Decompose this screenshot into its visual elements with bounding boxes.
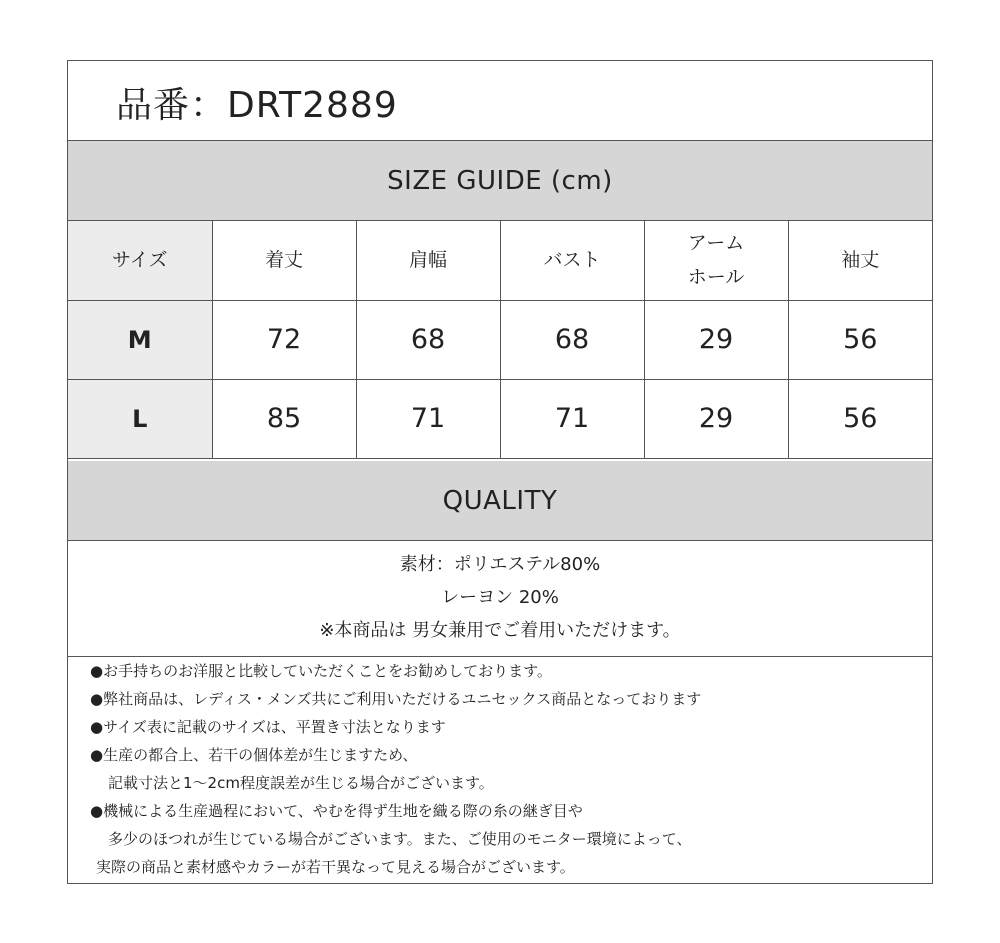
size-guide-heading: SIZE GUIDE (cm) xyxy=(68,141,932,221)
note-item: ●サイズ表に記載のサイズは、平置き寸法となります xyxy=(90,718,446,736)
header-length: 着丈 xyxy=(212,221,356,300)
table-row xyxy=(68,300,932,379)
size-m-label: M xyxy=(68,300,212,379)
note-item: ●弊社商品は、レディス・メンズ共にご利用いただけるユニセックス商品となっております xyxy=(90,690,702,708)
header-bust: バスト xyxy=(500,221,644,300)
size-chart-sheet xyxy=(67,60,933,884)
header-shoulder: 肩幅 xyxy=(356,221,500,300)
table-cell: 72 xyxy=(212,300,356,379)
header-armhole: アーム ホール xyxy=(644,221,788,300)
size-l-label: L xyxy=(68,379,212,458)
table-cell: 85 xyxy=(212,379,356,458)
notes-list xyxy=(68,657,932,881)
header-sleeve: 袖丈 xyxy=(788,221,932,300)
product-number: 品番：DRT2889 xyxy=(116,85,398,126)
table-cell: 29 xyxy=(644,379,788,458)
quality-details xyxy=(68,541,932,657)
note-item-continued: 実際の商品と素材感やカラーが若干異なって見える場合がございます。 xyxy=(96,858,575,876)
table-cell: 71 xyxy=(356,379,500,458)
quality-heading: QUALITY xyxy=(68,461,932,541)
unisex-note: ※本商品は 男女兼用でご着用いただけます。 xyxy=(319,620,681,641)
table-cell: 68 xyxy=(500,300,644,379)
note-item-continued: 多少のほつれが生じている場合がございます。また、ご使用のモニター環境によって、 xyxy=(108,830,692,848)
table-header-row xyxy=(68,221,932,300)
note-item: ●機械による生産過程において、やむを得ず生地を織る際の糸の継ぎ目や xyxy=(90,802,583,820)
table-cell: 56 xyxy=(788,300,932,379)
note-item: ●お手持ちのお洋服と比較していただくことをお勧めしております。 xyxy=(90,662,552,680)
note-item-continued: 記載寸法と1～2cm程度誤差が生じる場合がございます。 xyxy=(108,774,494,792)
table-row xyxy=(68,379,932,458)
title-row xyxy=(68,61,932,141)
size-table xyxy=(68,221,932,459)
table-cell: 68 xyxy=(356,300,500,379)
table-cell: 71 xyxy=(500,379,644,458)
material-line: 素材：ポリエステル80% xyxy=(399,554,601,575)
note-item: ●生産の都合上、若干の個体差が生じますため、 xyxy=(90,746,418,764)
table-cell: 56 xyxy=(788,379,932,458)
header-size: サイズ xyxy=(68,221,212,300)
table-cell: 29 xyxy=(644,300,788,379)
material-line-2: レーヨン 20% xyxy=(441,587,559,608)
